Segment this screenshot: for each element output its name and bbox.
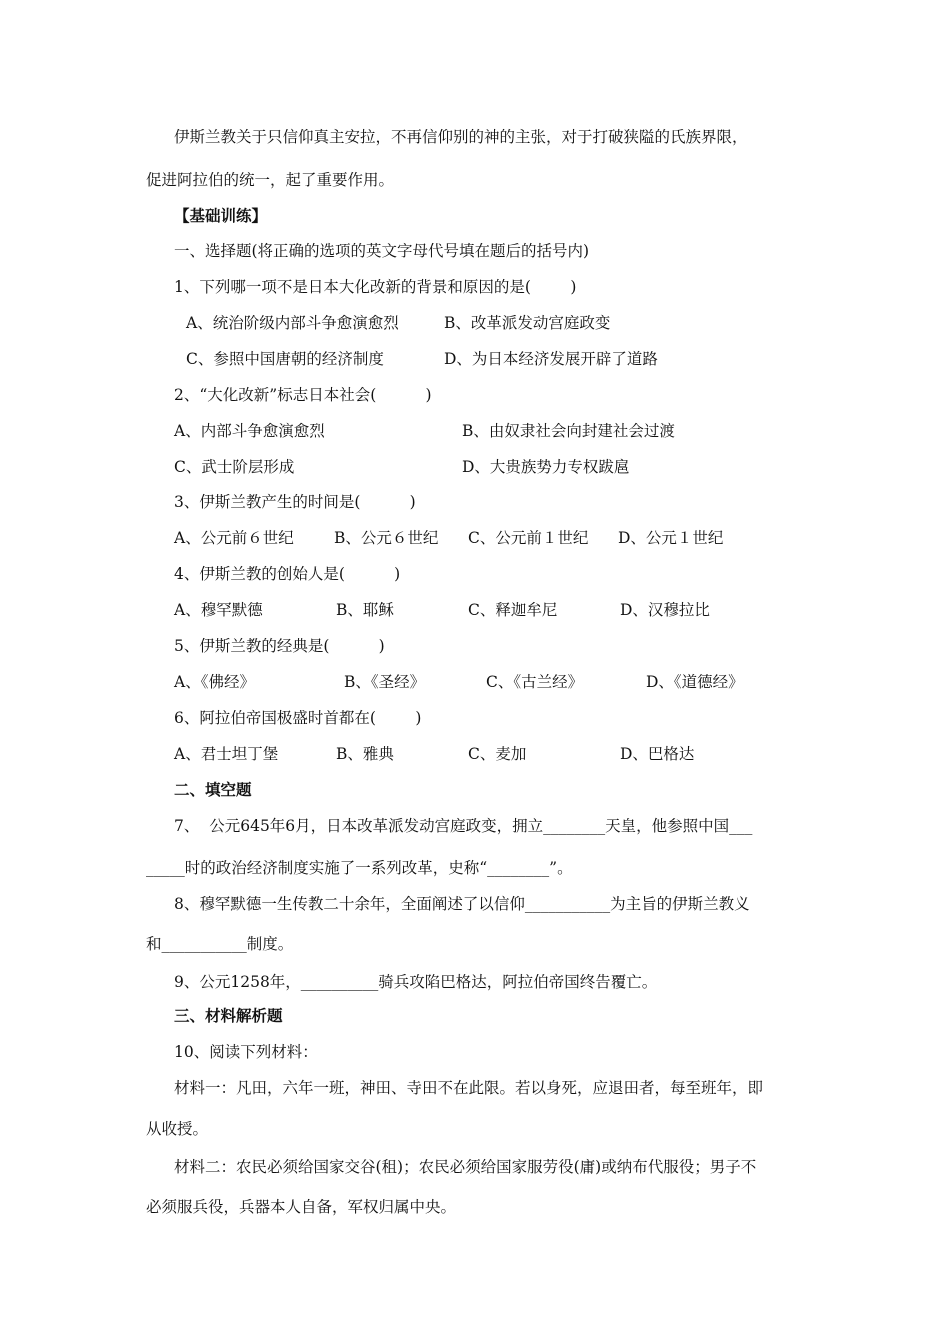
q5-option-c: C、《古兰经》 bbox=[486, 673, 584, 691]
material-1-line-1: 材料一：凡田，六年一班，神田、寺田不在此限。若以身死，应退田者，每至班年，即 bbox=[174, 1079, 764, 1097]
q2-option-b: B、由奴隶社会向封建社会过渡 bbox=[462, 422, 675, 440]
q3-option-c: C、公元前１世纪 bbox=[468, 529, 589, 547]
section-basic-training: 【基础训练】 bbox=[174, 206, 268, 225]
intro-line-2: 促进阿拉伯的统一，起了重要作用。 bbox=[146, 171, 395, 189]
q6-option-a: A、君士坦丁堡 bbox=[174, 745, 279, 763]
section1-title: 一、选择题(将正确的选项的英文字母代号填在题后的括号内) bbox=[174, 242, 590, 260]
q3-option-d: D、公元１世纪 bbox=[618, 529, 724, 547]
q2-option-c: C、武士阶层形成 bbox=[174, 458, 295, 476]
section3-title: 三、材料解析题 bbox=[174, 1006, 283, 1025]
q6-stem: 6、阿拉伯帝国极盛时首都在( ) bbox=[174, 709, 422, 727]
q2-option-d: D、大贵族势力专权跋扈 bbox=[462, 458, 630, 476]
q7-line-2: _____时的政治经济制度实施了一系列改革，史称“________”。 bbox=[146, 859, 573, 877]
q1-option-a: A、统治阶级内部斗争愈演愈烈 bbox=[186, 314, 399, 332]
q6-option-d: D、巴格达 bbox=[620, 745, 695, 763]
q4-option-c: C、释迦牟尼 bbox=[468, 601, 558, 619]
material-1-line-2: 从收授。 bbox=[146, 1120, 209, 1138]
material-2-line-2: 必须服兵役，兵器本人自备，军权归属中央。 bbox=[146, 1198, 457, 1216]
section2-title: 二、填空题 bbox=[174, 780, 252, 799]
material-2-line-1: 材料二：农民必须给国家交谷(租)；农民必须给国家服劳役(庸)或纳布代服役；男子不 bbox=[174, 1158, 757, 1176]
q3-option-b: B、公元６世纪 bbox=[334, 529, 439, 547]
q4-option-a: A、穆罕默德 bbox=[174, 601, 263, 619]
q2-stem: 2、“大化改新”标志日本社会( ) bbox=[174, 386, 432, 404]
q2-option-a: A、内部斗争愈演愈烈 bbox=[174, 422, 325, 440]
q4-option-d: D、汉穆拉比 bbox=[620, 601, 710, 619]
q8-line-1: 8、穆罕默德一生传教二十余年，全面阐述了以信仰___________为主旨的伊斯兰教义 bbox=[174, 895, 750, 913]
q9: 9、公元1258年，__________骑兵攻陷巴格达，阿拉伯帝国终告覆亡。 bbox=[174, 973, 658, 991]
q1-option-b: B、改革派发动宫庭政变 bbox=[444, 314, 611, 332]
q5-option-d: D、《道德经》 bbox=[646, 673, 744, 691]
q4-stem: 4、伊斯兰教的创始人是( ) bbox=[174, 565, 401, 583]
q5-stem: 5、伊斯兰教的经典是( ) bbox=[174, 637, 385, 655]
q1-option-c: C、参照中国唐朝的经济制度 bbox=[186, 350, 384, 368]
q6-option-c: C、麦加 bbox=[468, 745, 527, 763]
q3-stem: 3、伊斯兰教产生的时间是( ) bbox=[174, 493, 416, 511]
q10: 10、阅读下列材料： bbox=[174, 1043, 318, 1061]
q6-option-b: B、雅典 bbox=[336, 745, 394, 763]
q1-stem: 1、下列哪一项不是日本大化改新的背景和原因的是( ) bbox=[174, 278, 577, 296]
q8-line-2: 和___________制度。 bbox=[146, 935, 294, 953]
intro-line-1: 伊斯兰教关于只信仰真主安拉，不再信仰别的神的主张，对于打破狭隘的氏族界限， bbox=[174, 128, 748, 146]
q5-option-a: A、《佛经》 bbox=[174, 673, 255, 691]
q1-option-d: D、为日本经济发展开辟了道路 bbox=[444, 350, 658, 368]
q7-line-1: 7、 公元645年6月，日本改革派发动宫庭政变，拥立________天皇，他参照中国___ bbox=[174, 817, 753, 835]
q4-option-b: B、耶稣 bbox=[336, 601, 394, 619]
q3-option-a: A、公元前６世纪 bbox=[174, 529, 294, 547]
q5-option-b: B、《圣经》 bbox=[344, 673, 426, 691]
